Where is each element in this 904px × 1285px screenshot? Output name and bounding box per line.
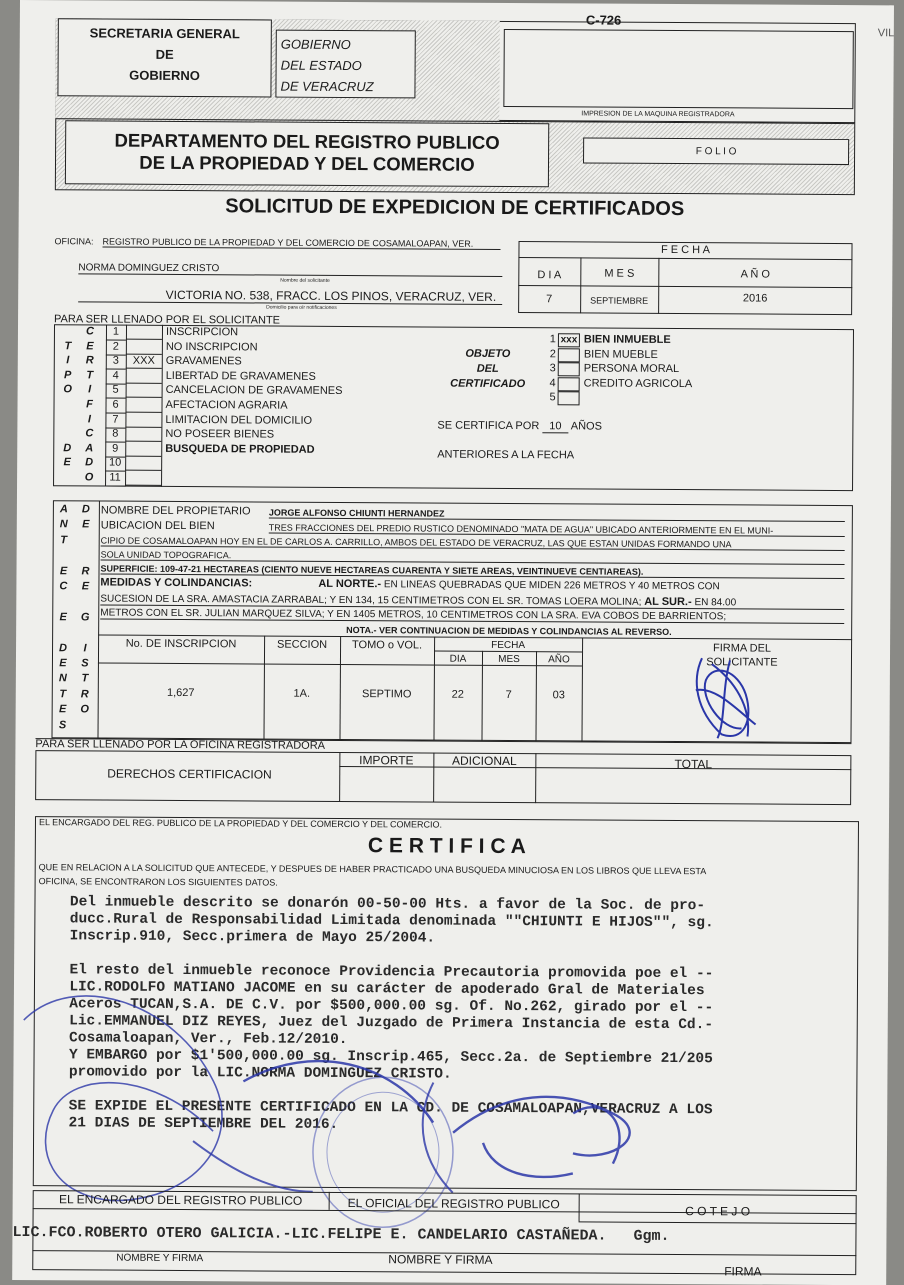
tipo-letters bbox=[20, 0, 894, 5]
tipo-letter-b: A bbox=[79, 442, 99, 454]
certifica-por-suffix: AÑOS bbox=[571, 420, 602, 432]
fecha-label: F E C H A bbox=[518, 243, 852, 257]
objeto-number: 3 bbox=[542, 362, 556, 374]
objeto-label: CREDITO AGRICOLA bbox=[584, 377, 693, 390]
total-header: TOTAL bbox=[535, 756, 851, 772]
derechos-label: DERECHOS CERTIFICACION bbox=[107, 767, 272, 782]
antecedentes-letters bbox=[20, 0, 894, 5]
antecedentes-letter-a: N bbox=[54, 673, 72, 685]
department-line-2: DE LA PROPIEDAD Y DEL COMERCIO bbox=[66, 151, 548, 176]
adicional-header: ADICIONAL bbox=[433, 754, 535, 769]
tipo-letter-b: R bbox=[80, 355, 100, 367]
folio-label: F O L I O bbox=[584, 145, 848, 158]
tipo-number: 8 bbox=[105, 428, 125, 440]
objeto-number: 5 bbox=[542, 392, 556, 404]
tipo-letter-b: F bbox=[79, 398, 99, 410]
mes-value: SEPTIEMBRE bbox=[580, 295, 658, 305]
certificate-form bbox=[12, 0, 894, 1285]
department-line-1: DEPARTAMENTO DEL REGISTRO PUBLICO bbox=[66, 129, 548, 154]
domicilio-caption: Domicilio para oír notificaciones bbox=[266, 305, 337, 311]
col-inscripcion: No. DE INSCRIPCION bbox=[98, 637, 264, 650]
objeto-checkbox[interactable] bbox=[558, 392, 580, 406]
dia-value: 7 bbox=[518, 293, 580, 305]
tipo-label: INSCRIPCION bbox=[166, 326, 238, 338]
impresion-box bbox=[503, 29, 853, 109]
tipo-letter-b: D bbox=[79, 457, 99, 469]
objeto-label: BIEN MUEBLE bbox=[584, 348, 658, 360]
domicilio-value: VICTORIA NO. 538, FRACC. LOS PINOS, VERACRUZ, VER. bbox=[78, 287, 502, 305]
antecedentes-letter-a: S bbox=[54, 719, 72, 731]
typed-line: ducc.Rural de Responsabilidad Limitada denominada ""CHIUNTI E HIJOS"", sg. bbox=[52, 911, 713, 932]
al-sur-label: AL SUR.- bbox=[644, 596, 692, 608]
tipo-letter-b: C bbox=[80, 325, 100, 337]
gobierno-line-2: DEL ESTADO bbox=[281, 55, 415, 77]
tipo-checkbox[interactable] bbox=[126, 369, 162, 383]
antecedentes-letter-a: T bbox=[54, 688, 72, 700]
mes-header: M E S bbox=[580, 267, 658, 279]
antecedentes-letter-b: R bbox=[76, 565, 94, 577]
ubicacion-line-3: SOLA UNIDAD TOPOGRAFICA. bbox=[101, 550, 845, 566]
tipo-label: CANCELACION DE GRAVAMENES bbox=[166, 384, 343, 397]
antecedentes-letter-b: R bbox=[76, 688, 94, 700]
propietario-label: NOMBRE DEL PROPIETARIO bbox=[101, 505, 251, 518]
gobierno-line-1: GOBIERNO bbox=[281, 34, 415, 56]
cell-mes: 7 bbox=[482, 689, 536, 701]
tipo-letter-a: I bbox=[58, 354, 78, 366]
tipo-number: 7 bbox=[105, 413, 125, 425]
nombre-firma-2: NOMBRE Y FIRMA bbox=[388, 1252, 492, 1267]
typed-line: SE EXPIDE EL PRESENTE CERTIFICADO EN LA CD. DE COSAMALOAPAN,VERACRUZ A LOS bbox=[51, 1098, 712, 1119]
antecedentes-letter-a: E bbox=[54, 565, 72, 577]
col-dia: DIA bbox=[434, 654, 482, 665]
typed-line: El resto del inmueble reconoce Providencia Precautoria promovida poe el -- bbox=[52, 962, 713, 983]
antecedentes-letter-a: D bbox=[54, 642, 72, 654]
cell-seccion: 1A. bbox=[264, 688, 340, 700]
secretaria-line-1: SECRETARIA GENERAL bbox=[59, 22, 271, 44]
antecedentes-letter-b: G bbox=[76, 611, 94, 623]
encargado-line: EL ENCARGADO DEL REG. PUBLICO DE LA PROPIEDAD Y DEL COMERCIO Y DEL COMERCIO. bbox=[39, 817, 442, 829]
dia-header: D I A bbox=[518, 269, 580, 281]
tipo-checkbox[interactable] bbox=[125, 428, 161, 442]
objeto-label-3: CERTIFICADO bbox=[436, 377, 540, 393]
typed-line: Y EMBARGO por $1'500,000.00 sg. Inscrip.465, Secc.2a. de Septiembre 21/205 bbox=[51, 1047, 712, 1068]
certifica-por-years: 10 bbox=[542, 420, 568, 433]
anio-header: A Ñ O bbox=[658, 268, 852, 281]
tipo-number: 11 bbox=[105, 472, 125, 484]
objeto-label-1: OBJETO bbox=[436, 347, 540, 363]
col-seccion: SECCION bbox=[264, 639, 340, 651]
form-title: SOLICITUD DE EXPEDICION DE CERTIFICADOS bbox=[55, 194, 855, 222]
antecedentes-letter-b: I bbox=[76, 642, 94, 654]
objeto-number: 4 bbox=[542, 377, 556, 389]
oficial-label: EL OFICIAL DEL REGISTRO PUBLICO bbox=[329, 1196, 579, 1212]
antecedentes-letter-a: A bbox=[55, 503, 73, 515]
cell-tomo: SEPTIMO bbox=[340, 688, 434, 701]
nota-reverso: NOTA.- VER CONTINUACION DE MEDIDAS Y COLINDANCIAS AL REVERSO. bbox=[346, 625, 672, 637]
side-text: VIL bbox=[878, 27, 895, 39]
superficie: SUPERFICIE: 109-47-21 HECTAREAS (CIENTO NUEVE HECTAREAS CUARENTA Y SIETE AREAS, VEINTINUEVE CENTIAREAS). bbox=[100, 564, 844, 580]
medidas-line-2-text: SUCESION DE LA SRA. AMASTACIA ZARRABAL; Y EN 134, 15 CENTIMETROS CON EL SR. TOMAS LOERA MOLINA; bbox=[100, 594, 641, 608]
objeto-checkbox[interactable] bbox=[558, 377, 580, 391]
tipo-letter-a: P bbox=[58, 369, 78, 381]
certifica-por-prefix: SE CERTIFICA POR bbox=[437, 420, 539, 433]
certifica-intro-1: QUE EN RELACION A LA SOLICITUD QUE ANTECEDE, Y DESPUES DE HABER PRACTICADO UNA BUSQUEDA MINUCIOSA EN LOS LIBROS QUE LLEVA ESTA bbox=[39, 862, 707, 876]
nombre-firma-1: NOMBRE Y FIRMA bbox=[116, 1253, 203, 1265]
objeto-checkbox[interactable] bbox=[558, 348, 580, 362]
tipo-label: LIMITACION DEL DOMICILIO bbox=[165, 413, 312, 426]
antecedentes-letter-a: E bbox=[54, 657, 72, 669]
tipo-label: NO POSEER BIENES bbox=[165, 428, 274, 441]
certifica-intro-2: OFICINA, SE ENCONTRARON LOS SIGUIENTES DATOS. bbox=[39, 876, 278, 887]
medidas-label: MEDIDAS Y COLINDANCIAS: bbox=[100, 577, 252, 590]
typed-line: Lic.EMMANUEL DIZ REYES, Juez del Juzgado de Primera Instancia de esta Cd.- bbox=[52, 1013, 713, 1034]
typed-line: Del inmueble descrito se donarón 00-50-00 Hts. a favor de la Soc. de pro- bbox=[52, 894, 705, 915]
cell-anio: 03 bbox=[536, 689, 582, 701]
antecedentes-letter-a: E bbox=[54, 703, 72, 715]
tipo-label: GRAVAMENES bbox=[166, 355, 242, 367]
tipo-number: 10 bbox=[105, 457, 125, 469]
folio-box bbox=[583, 137, 849, 165]
cell-dia: 22 bbox=[434, 689, 482, 701]
tipo-letter-a: T bbox=[58, 340, 78, 352]
tipo-letter-a: D bbox=[57, 442, 77, 454]
col-firma: FIRMA DEL SOLICITANTE bbox=[682, 641, 802, 670]
tipo-checkbox[interactable] bbox=[125, 457, 161, 471]
ubicacion-line-1: TRES FRACCIONES DEL PREDIO RUSTICO DENOMINADO "MATA DE AGUA" UBICADO ANTERIORMENTE EN EL MUNI- bbox=[269, 523, 845, 538]
col-tomo: TOMO o VOL. bbox=[340, 639, 434, 652]
typed-line: Inscrip.910, Secc.primera de Mayo 25/2004. bbox=[52, 928, 435, 947]
typed-line: Cosamaloapan, Ver., Feb.12/2010. bbox=[52, 1030, 348, 1049]
tipo-letter-b: E bbox=[80, 340, 100, 352]
tipo-letter-a: O bbox=[58, 384, 78, 396]
antecedentes-letter-b: T bbox=[76, 673, 94, 685]
al-norte-label: AL NORTE.- bbox=[318, 578, 381, 590]
tipo-letter-b: C bbox=[79, 428, 99, 440]
secretaria-line-3: GOBIERNO bbox=[58, 64, 270, 86]
department-box bbox=[65, 120, 549, 187]
certifica-por bbox=[437, 420, 602, 434]
tipo-number: 1 bbox=[106, 326, 126, 338]
tipo-checkbox[interactable] bbox=[125, 413, 161, 427]
tipo-letter-b: O bbox=[79, 471, 99, 483]
anio-value: 2016 bbox=[658, 292, 852, 305]
tipo-label: NO INSCRIPCION bbox=[166, 340, 258, 353]
objeto-label: BIEN INMUEBLE bbox=[584, 333, 671, 346]
antecedentes-letter-a: E bbox=[54, 611, 72, 623]
objeto-label: PERSONA MORAL bbox=[584, 363, 679, 376]
objeto-checkbox[interactable] bbox=[558, 362, 580, 376]
tipo-number: 9 bbox=[105, 442, 125, 454]
tipo-number: 3 bbox=[106, 355, 126, 367]
ubicacion-label: UBICACION DEL BIEN bbox=[101, 520, 215, 533]
tipo-letter-b: I bbox=[79, 413, 99, 425]
tipo-checkbox[interactable] bbox=[125, 399, 161, 413]
secretaria-line-2: DE bbox=[59, 43, 271, 65]
tipo-letter-b: T bbox=[80, 369, 100, 381]
antecedentes-letter-b: D bbox=[77, 503, 95, 515]
anteriores-label: ANTERIORES A LA FECHA bbox=[437, 449, 574, 462]
tipo-list bbox=[20, 0, 894, 5]
cell-inscripcion: 1,627 bbox=[98, 686, 264, 699]
firma-label: FIRMA bbox=[724, 1264, 761, 1278]
objeto-number: 1 bbox=[542, 333, 556, 345]
objeto-label bbox=[436, 347, 540, 393]
impresion-label: IMPRESION DE LA MAQUINA REGISTRADORA bbox=[581, 110, 734, 118]
objeto-checkbox[interactable]: xxx bbox=[558, 333, 580, 347]
tipo-number: 4 bbox=[106, 369, 126, 381]
para-llenar-label: PARA SER LLENADO POR EL SOLICITANTE bbox=[54, 313, 280, 326]
form-code: C-726 bbox=[586, 12, 622, 27]
typed-line: Aceros TUCAN,S.A. DE C.V. por $500,000.00 sg. Of. No.262, girado por el -- bbox=[52, 996, 713, 1017]
antecedentes-letter-b: S bbox=[76, 657, 94, 669]
encargado-label: EL ENCARGADO DEL REGISTRO PUBLICO bbox=[33, 1192, 329, 1208]
tipo-label: LIBERTAD DE GRAVAMENES bbox=[166, 370, 316, 383]
tipo-checkbox[interactable]: XXX bbox=[126, 355, 162, 369]
objeto-label-2: DEL bbox=[436, 362, 540, 378]
gobierno-box bbox=[275, 30, 415, 99]
solicitante-caption: Nombre del solicitante bbox=[280, 278, 330, 284]
medidas-norte-text: EN LINEAS QUEBRADAS QUE MIDEN 226 METROS Y 40 METROS CON bbox=[381, 579, 720, 592]
propietario-value: JORGE ALFONSO CHIUNTI HERNANDEZ bbox=[269, 508, 845, 523]
gobierno-line-3: DE VERACRUZ bbox=[280, 76, 414, 98]
certifica-title: C E R T I F I C A bbox=[35, 832, 859, 861]
officials-names: LIC.FCO.ROBERTO OTERO GALICIA.-LIC.FELIPE E. CANDELARIO CASTAÑEDA. Ggm. bbox=[12, 1224, 669, 1245]
objeto-number: 2 bbox=[542, 348, 556, 360]
cotejo-label: C O T E J O bbox=[579, 1203, 857, 1219]
importe-header: IMPORTE bbox=[339, 753, 433, 768]
antecedentes-letter-a: N bbox=[55, 519, 73, 531]
tipo-label: AFECTACION AGRARIA bbox=[165, 399, 287, 412]
secretaria-box bbox=[57, 18, 271, 97]
antecedentes-letter-b: O bbox=[76, 704, 94, 716]
tipo-number: 2 bbox=[106, 340, 126, 352]
medidas-sur-text: EN 84.00 bbox=[692, 597, 737, 608]
antecedentes-letter-a: T bbox=[55, 534, 73, 546]
tipo-checkbox[interactable] bbox=[126, 340, 162, 354]
tipo-number: 5 bbox=[106, 384, 126, 396]
typed-line: 21 DIAS DE SEPTIEMBRE DEL 2016. bbox=[51, 1115, 338, 1134]
col-anio: AÑO bbox=[536, 654, 582, 665]
tipo-checkbox[interactable] bbox=[126, 326, 162, 340]
tipo-checkbox[interactable] bbox=[126, 384, 162, 398]
ubicacion-line-2: CIPIO DE COSAMALOAPAN HOY EN EL DE CARLOS A. CARRILLO, AMBOS DEL ESTADO DE VERACRUZ, LAS QUE ESTAN UNIDAS FORMANDO UNA bbox=[101, 536, 845, 552]
typed-line: LIC.RODOLFO MATIANO JACOME en su carácter de apoderado Gral de Materiales bbox=[52, 979, 705, 1000]
objeto-list bbox=[20, 0, 894, 5]
antecedentes-letter-a: C bbox=[54, 580, 72, 592]
antecedentes-letter-b: E bbox=[77, 519, 95, 531]
tipo-checkbox[interactable] bbox=[125, 442, 161, 456]
oficina-registradora-label: PARA SER LLENADO POR LA OFICINA REGISTRADORA bbox=[35, 738, 325, 752]
tipo-label: BUSQUEDA DE PROPIEDAD bbox=[165, 443, 314, 456]
oficina-value: REGISTRO PUBLICO DE LA PROPIEDAD Y DEL COMERCIO DE COSAMALOAPAN, VER. bbox=[102, 237, 500, 250]
tipo-letter-b: I bbox=[80, 384, 100, 396]
typed-line: promovido por la LIC.NORMA DOMINGUEZ CRISTO. bbox=[51, 1064, 451, 1083]
col-mes: MES bbox=[482, 654, 536, 665]
tipo-checkbox[interactable] bbox=[125, 472, 161, 486]
tipo-number: 6 bbox=[105, 399, 125, 411]
solicitante-signature bbox=[681, 650, 774, 747]
tipo-letter-a: E bbox=[57, 457, 77, 469]
col-fecha: FECHA bbox=[434, 640, 582, 652]
medidas-line-3: METROS CON EL SR. JULIAN MARQUEZ SILVA; Y EN 1405 METROS, 10 CENTIMETROS CON LA SRA. EVA COBOS DE BARRIENTOS; bbox=[100, 608, 844, 625]
solicitante-name: NORMA DOMINGUEZ CRISTO bbox=[78, 262, 502, 277]
antecedentes-letter-b: E bbox=[76, 580, 94, 592]
oficina-label: OFICINA: bbox=[54, 236, 93, 246]
